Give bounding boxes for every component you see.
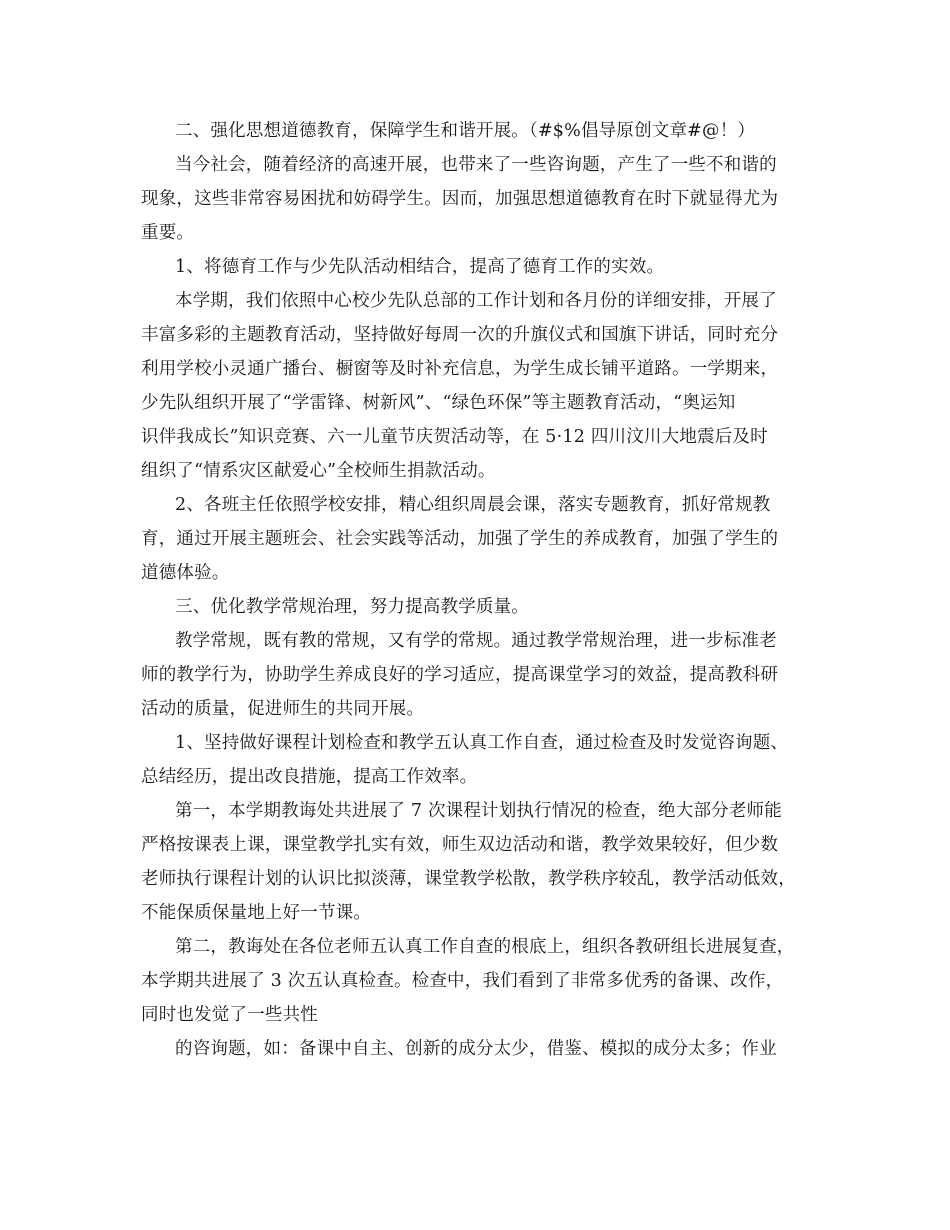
paragraph-line: 第一，本学期教诲处共进展了 7 次课程计划执行情况的检查，绝大部分老师能	[175, 801, 782, 821]
paragraph-line: 严格按课表上课，课堂教学扎实有效，师生双边活动和谐，教学效果较好，但少数	[141, 835, 779, 855]
paragraph-line: 同时也发觉了一些共性	[141, 1005, 318, 1025]
paragraph-line: 的咨询题，如：备课中自主、创新的成分太少，借鉴、模拟的成分太多；作业	[175, 1039, 777, 1059]
paragraph-line: 丰富多彩的主题教育活动，坚持做好每周一次的升旗仪式和国旗下讲话，同时充分	[141, 325, 779, 345]
paragraph-line: 第二，教诲处在各位老师五认真工作自查的根底上，组织各教研组长进展复查，	[175, 937, 795, 957]
subheading-2: 2、各班主任依照学校安排，精心组织周晨会课，落实专题教育，抓好常规教	[175, 495, 771, 515]
paragraph-line: 道德体验。	[141, 563, 230, 583]
paragraph-line: 利用学校小灵通广播台、橱窗等及时补充信息，为学生成长铺平道路。一学期来，	[141, 359, 779, 379]
section-heading-3: 三、优化教学常规治理，努力提高教学质量。	[175, 597, 529, 617]
section-heading-2: 二、强化思想道德教育，保障学生和谐开展。（#$%倡导原创文章#@！）	[175, 121, 756, 141]
paragraph-line: 少先队组织开展了“学雷锋、树新风”、“绿色环保”等主题教育活动，“奥运知	[141, 393, 736, 413]
paragraph-line: 本学期，我们依照中心校少先队总部的工作计划和各月份的详细安排，开展了	[175, 291, 777, 311]
paragraph-line: 教学常规，既有教的常规，又有学的常规。通过教学常规治理，进一步标准老	[175, 631, 777, 651]
paragraph-line: 师的教学行为，协助学生养成良好的学习适应，提高课堂学习的效益，提高教科研	[141, 665, 779, 685]
paragraph-line: 育，通过开展主题班会、社会实践等活动，加强了学生的养成教育，加强了学生的	[141, 529, 779, 549]
subheading-1b: 1、坚持做好课程计划检查和教学五认真工作自查，通过检查及时发觉咨询题、	[175, 733, 789, 753]
paragraph-line: 当今社会，随着经济的高速开展，也带来了一些咨询题，产生了一些不和谐的	[175, 155, 777, 175]
paragraph-line: 组织了“情系灾区献爱心”全校师生捐款活动。	[141, 461, 496, 481]
paragraph-line: 重要。	[141, 223, 195, 243]
paragraph-line: 老师执行课程计划的认识比拟淡薄，课堂教学松散，教学秩序较乱，教学活动低效，	[141, 869, 796, 889]
paragraph-line: 本学期共进展了 3 次五认真检查。检查中，我们看到了非常多优秀的备课、改作，	[141, 971, 784, 991]
paragraph-line: 现象，这些非常容易困扰和妨碍学生。因而，加强思想道德教育在时下就显得尤为	[141, 189, 779, 209]
paragraph-line: 总结经历，提出改良措施，提高工作效率。	[141, 767, 478, 787]
paragraph-line: 活动的质量，促进师生的共同开展。	[141, 699, 425, 719]
paragraph-line: 不能保质保量地上好一节课。	[141, 903, 372, 923]
paragraph-line: 识伴我成长”知识竞赛、六一儿童节庆贺活动等，在 5·12 四川汶川大地震后及时	[141, 427, 768, 447]
subheading-1: 1、将德育工作与少先队活动相结合，提高了德育工作的实效。	[175, 257, 665, 277]
